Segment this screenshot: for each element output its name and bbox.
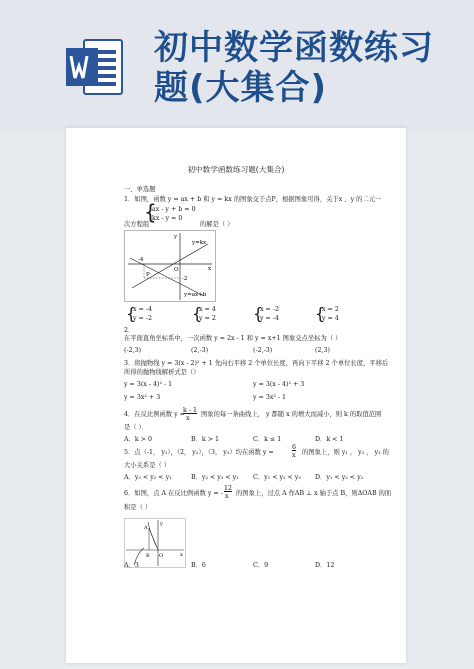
q1-choice-b-y: y = 2: [199, 315, 216, 322]
q6-choice-c: C．9: [253, 562, 269, 569]
x-label: x: [180, 552, 183, 558]
choice-a-brace: {: [126, 304, 137, 323]
q4-stem-b: 图象的每一条曲线上， y 都随 x 的增大而减小，则 k 的取值范围: [201, 411, 382, 418]
q6-choice-b: B．6: [191, 562, 206, 569]
q4-fraction-denominator: x: [186, 415, 190, 422]
q1-choice-a-x: x = -4: [133, 306, 152, 313]
point-a-label: A: [144, 525, 148, 531]
choice-b-brace: {: [192, 304, 203, 323]
q4-choice-b: B．k > 1: [191, 436, 220, 443]
q1-equation-2: kx - y = 0: [152, 215, 183, 222]
q5-choice-c: C．y₁ < y₂ < y₃: [253, 474, 301, 481]
system-brace: {: [144, 200, 157, 224]
q3-choice-b: y = 3(x - 4)² + 3: [253, 381, 305, 388]
q5-fraction-denominator: x: [292, 452, 296, 459]
q6-graph: [124, 518, 186, 568]
q2-stem: 在平面直角坐标系中，一次函数 y = 2x - 1 和 y = x+1 图象交点坐标为（ ）: [124, 335, 342, 342]
q1-choice-c-y: y = -4: [260, 315, 279, 322]
x-label: x: [208, 266, 212, 272]
q6-fraction-denominator: x: [225, 493, 229, 500]
q6-fraction-numerator: 12: [224, 485, 233, 492]
banner-title-line-1: 初中数学函数练习: [154, 28, 434, 68]
q6-stem-2: 积是（ ）: [124, 504, 152, 511]
q3-stem: 3．将抛物线 y = 3(x - 2)² + 1 先向右平移 2 个单位长度，再向下平移 2 个单位长度，平移后: [124, 360, 389, 367]
point-b-label: B: [146, 553, 150, 559]
q1-choice-a-y: y = -2: [133, 315, 152, 322]
banner-title-line-2: 题(大集合): [154, 68, 328, 108]
q4-stem-2: 是（ ）．: [124, 424, 149, 431]
q2-choice-d: (2,3): [315, 347, 330, 354]
q2-number: 2．: [124, 327, 135, 334]
q6-stem-a: 6．如图，点 A 在反比例函数 y = -: [124, 490, 223, 497]
q4-fraction-numerator: k - 1: [183, 407, 197, 414]
q1-choice-c-x: x = -2: [260, 306, 279, 313]
q6-stem-b: 的图象上，过点 A 作AB ⊥ x 轴于点 B，则ΔOAB 的面: [236, 490, 392, 497]
q6-choice-d: D．12: [315, 562, 335, 569]
choice-d-brace: {: [315, 304, 326, 323]
section-heading: 一、单选题: [124, 186, 156, 193]
y-label: y: [160, 521, 163, 527]
q3-choice-a: y = 3(x - 4)² - 1: [124, 381, 173, 388]
q5-stem-a: 5．点（-1， y₁），（2， y₂），（3， y₃）均在函数 y =: [124, 449, 274, 456]
banner: [0, 0, 474, 130]
graph-label-axb: y=ax+b: [184, 292, 207, 298]
q5-choice-d: D．y₁ < y₃ < y₂: [315, 474, 364, 481]
word-document-icon: [66, 36, 124, 98]
document-title: 初中数学函数练习题(大集合): [187, 165, 285, 174]
document-page: [66, 128, 406, 663]
q1-line-2-suffix: 的解是（ ）: [200, 221, 234, 228]
q2-choice-b: (2,-3): [191, 347, 209, 354]
q5-stem-2: 大小关系是（ ）: [124, 462, 171, 469]
q3-choice-d: y = 3x² - 1: [253, 394, 287, 401]
graph-label-kx: y=kx: [192, 240, 207, 246]
q5-choice-b: B．y₂ < y₃ < y₁: [191, 474, 239, 481]
y-label: y: [174, 234, 178, 240]
origin-label: O: [174, 267, 179, 273]
q4-choice-d: D．k < 1: [315, 436, 344, 443]
tick-neg4: -4: [138, 257, 144, 263]
q1-line-1: 1．如图，函数 y = ax + b 和 y = kx 的图象交于点P，根据图象可得，关于x 、y 的二元一: [124, 196, 382, 203]
q5-stem-b: 的图象上，则 y₁ ， y₂ ， y₃ 的: [302, 449, 389, 456]
q1-equation-1: ax - y + b = 0: [152, 206, 196, 213]
q4-choice-a: A．k > 0: [124, 436, 152, 443]
q1-choice-b-x: x = 4: [199, 306, 216, 313]
q5-fraction-numerator: 6: [292, 444, 297, 451]
q3-choice-c: y = 3x² + 3: [124, 394, 161, 401]
q4-choice-c: C．k ≤ 1: [253, 436, 282, 443]
q1-line-2-prefix: 次方程组: [124, 221, 150, 228]
tick-neg2: -2: [182, 276, 188, 282]
q2-choice-c: (-2,-3): [253, 347, 273, 354]
choice-c-brace: {: [253, 304, 264, 323]
q6-choice-a: A．3: [124, 562, 139, 569]
q1-choice-d-y: y = 4: [322, 315, 339, 322]
origin-label: O: [159, 553, 164, 559]
q2-choice-a: (-2,3): [124, 347, 142, 354]
point-p-label: P: [146, 272, 150, 278]
q4-stem-a: 4．在反比例函数 y =: [124, 411, 185, 418]
banner-title: [154, 28, 434, 108]
q1-graph: [124, 230, 216, 302]
q3-stem-2: 所得的抛物线解析式是（）: [124, 369, 200, 376]
q5-choice-a: A．y₃ < y₂ < y₁: [124, 474, 172, 481]
q1-choice-d-x: x = 2: [322, 306, 339, 313]
